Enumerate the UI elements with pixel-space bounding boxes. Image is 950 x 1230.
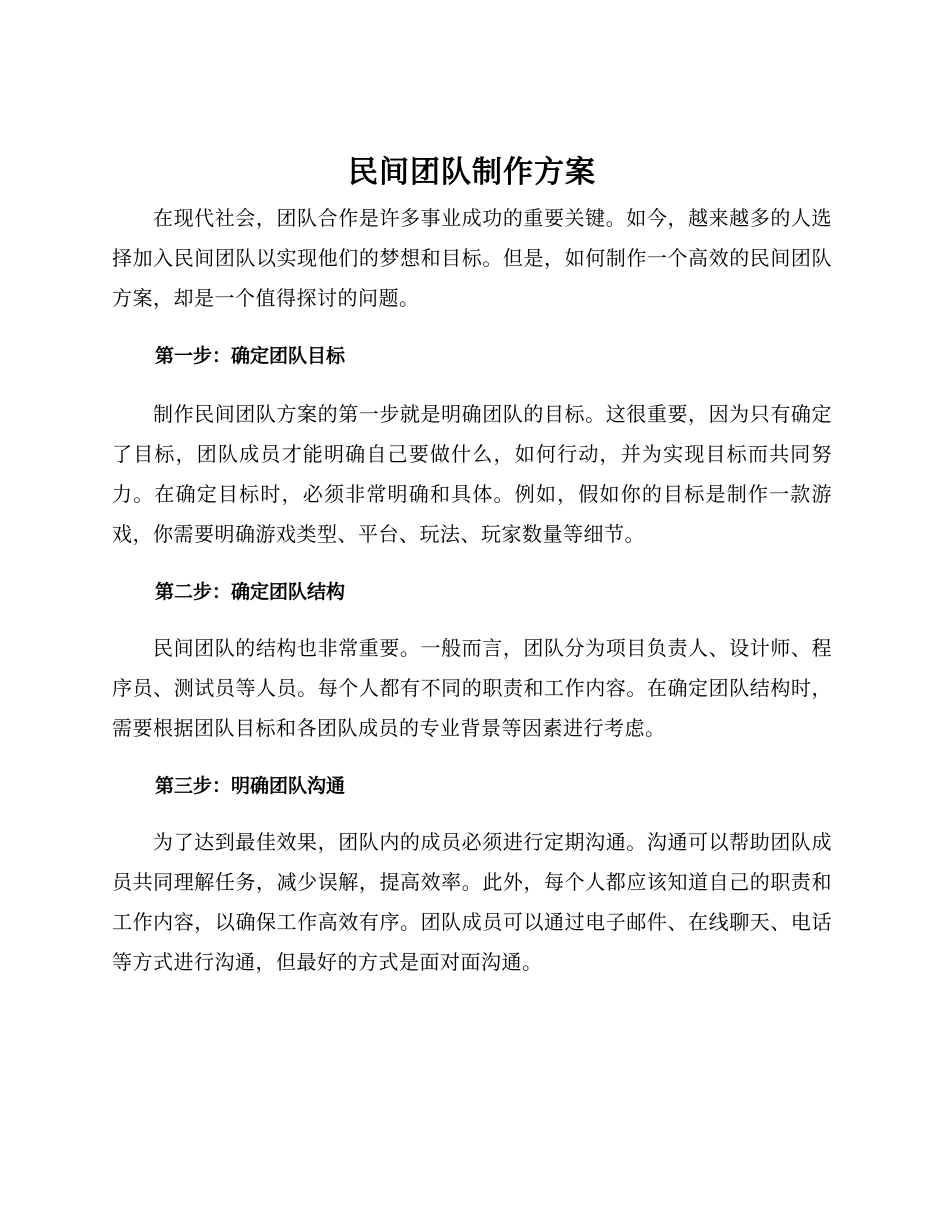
step-two-heading: 第二步：确定团队结构 [155, 581, 346, 603]
step-two-paragraph: 民间团队的结构也非常重要。一般而言，团队分为项目负责人、设计师、程序员、测试员等人员。每个人都有不同的职责和工作内容。在确定团队结构时，需要根据团队目标和各团队成员的专业背景等因素进行考虑。 [112, 636, 832, 740]
document-title: 民间团队制作方案 [348, 155, 596, 190]
intro-paragraph: 在现代社会，团队合作是许多事业成功的重要关键。如今，越来越多的人选择加入民间团队以实现他们的梦想和目标。但是，如何制作一个高效的民间团队方案，却是一个值得探讨的问题。 [112, 206, 832, 310]
step-one-paragraph: 制作民间团队方案的第一步就是明确团队的目标。这很重要，因为只有确定了目标，团队成员才能明确自己要做什么，如何行动，并为实现目标而共同努力。在确定目标时，必须非常明确和具体。例如，假如你的目标是制作一款游戏，你需要明确游戏类型、平台、玩法、玩家数量等细节。 [112, 402, 832, 546]
step-three-paragraph: 为了达到最佳效果，团队内的成员必须进行定期沟通。沟通可以帮助团队成员共同理解任务，减少误解，提高效率。此外，每个人都应该知道自己的职责和工作内容，以确保工作高效有序。团队成员可以通过电子邮件、在线聊天、电话等方式进行沟通，但最好的方式是面对面沟通。 [112, 830, 832, 974]
document-page [112, 148, 832, 982]
step-three-heading: 第三步：明确团队沟通 [155, 775, 346, 797]
step-one-heading: 第一步：确定团队目标 [155, 345, 346, 367]
